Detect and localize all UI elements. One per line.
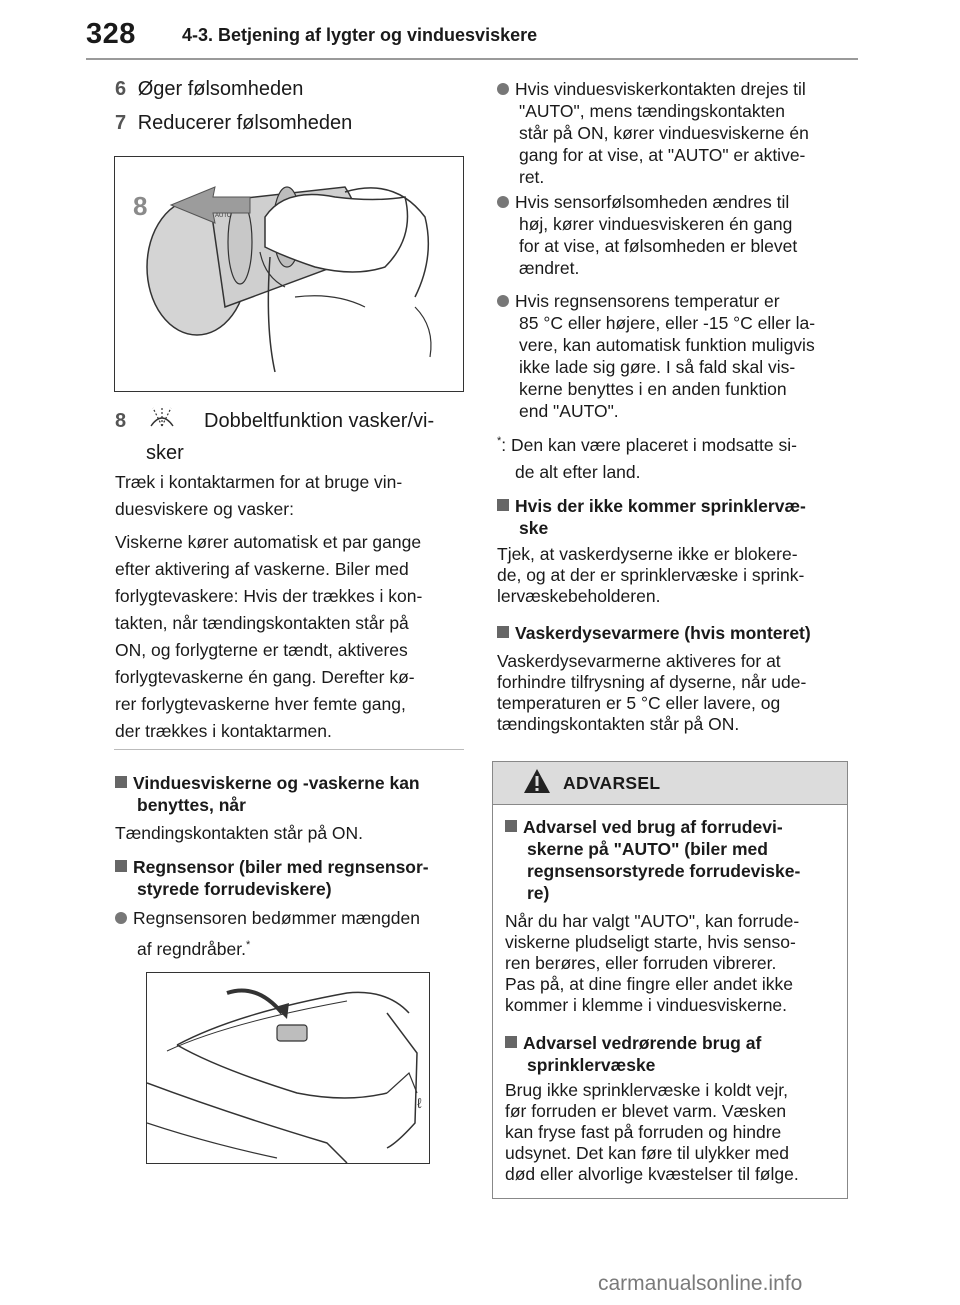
text-line: viskerne pludseligt starte, hvis senso- — [505, 932, 796, 952]
square-bullet-icon — [497, 499, 509, 511]
heading-line: benyttes, når — [137, 795, 246, 815]
paragraph: Tændingskontakten står på ON. — [115, 823, 364, 843]
paragraph — [115, 469, 465, 523]
page-number: 328 — [86, 18, 136, 50]
heading-line: regnsensorstyrede forrudeviske- — [527, 861, 801, 881]
section-heading — [497, 622, 855, 644]
section-title: 4-3. Betjening af lygter og vinduesviskere — [182, 25, 538, 45]
text-line: end "AUTO". — [519, 401, 619, 421]
text-line: Tjek, at vaskerdyserne ikke er blokere- — [497, 544, 798, 564]
text-line: : Den kan være placeret i modsatte si- — [501, 435, 797, 455]
paragraph — [115, 529, 465, 745]
footnote — [497, 428, 855, 486]
warning-title: ADVARSEL — [563, 773, 661, 793]
text-line: Viskerne kører automatisk et par gange — [115, 532, 422, 552]
text-line: Hvis sensorfølsomheden ændres til — [515, 192, 790, 212]
warning-paragraph — [505, 1080, 839, 1185]
warning-header — [493, 762, 847, 805]
text-line: Træk i kontaktarmen for at bruge vin- — [115, 472, 403, 492]
svg-text:AUTO: AUTO — [215, 213, 232, 219]
text-line: ON, og forlygterne er tændt, aktiveres — [115, 640, 408, 660]
section-heading — [497, 495, 877, 539]
square-bullet-icon — [115, 860, 127, 872]
heading-line: Vaskerdysevarmere (hvis monteret) — [515, 623, 811, 643]
text-line: de alt efter land. — [515, 462, 641, 482]
text-line: Hvis vinduesviskerkontakten drejes til — [515, 79, 806, 99]
heading-line: ske — [519, 518, 549, 538]
text-line: ren berøres, eller forruden vibrerer. — [505, 953, 777, 973]
header-divider — [86, 58, 858, 60]
heading-line: skerne på "AUTO" (biler med — [527, 839, 768, 859]
figure-callout: 8 — [133, 191, 148, 221]
footnote-mark: * — [245, 939, 251, 951]
section-heading — [115, 772, 489, 816]
text-line: tændingskontakten står på ON. — [497, 714, 740, 734]
list-item — [497, 191, 877, 279]
wiper-stalk-figure — [114, 156, 464, 392]
text-line: Brug ikke sprinklervæske i koldt vejr, — [505, 1080, 789, 1100]
square-bullet-icon — [115, 776, 127, 788]
text-line: duesviskere og vasker: — [115, 499, 294, 519]
text-line: gang for at vise, at "AUTO" er aktive- — [519, 145, 806, 165]
heading-line: Advarsel ved brug af forrudevi- — [523, 817, 783, 837]
text-line: står på ON, kører vinduesviskerne én — [519, 123, 809, 143]
text-line: de, og at der er sprinklervæske i sprink- — [497, 565, 805, 585]
text-line: før forruden er blevet varm. Væsken — [505, 1101, 787, 1121]
text-line: der trækkes i kontaktarmen. — [115, 721, 332, 741]
text-line: Pas på, at dine fingre eller andet ikke — [505, 974, 793, 994]
section-heading — [115, 856, 489, 900]
text-line: død eller alvorlige kvæstelser til følge. — [505, 1164, 799, 1184]
item-text: Øger følsomheden — [137, 78, 304, 100]
text-line: kerne benyttes i en anden funktion — [519, 379, 787, 399]
text-line: forlygtevaskerne én gang. Derefter kø- — [115, 667, 415, 687]
heading-line: re) — [527, 883, 550, 903]
wiper-stalk-illustration — [115, 157, 463, 391]
car-windshield-illustration — [147, 973, 429, 1163]
round-bullet-icon — [115, 912, 127, 924]
heading-line: Hvis der ikke kommer sprinklervæ- — [515, 496, 806, 516]
square-bullet-icon — [505, 820, 517, 832]
heading-line: Regnsensor (biler med regnsensor- — [133, 857, 429, 877]
text-line: ret. — [519, 167, 545, 187]
text-line: ændret. — [519, 258, 580, 278]
text-line: Regnsensoren bedømmer mængden — [133, 908, 420, 928]
square-bullet-icon — [497, 626, 509, 638]
footnote-mark: * — [497, 435, 502, 447]
warning-heading — [505, 816, 857, 904]
paragraph — [497, 651, 855, 735]
text-line: høj, kører vinduesviskeren én gang — [519, 214, 793, 234]
list-item-8 — [115, 408, 126, 434]
text-line: takten, når tændingskontakten står på — [115, 613, 409, 633]
round-bullet-icon — [497, 196, 509, 208]
warning-box — [492, 761, 848, 1199]
heading-line: styrede forrudeviskere) — [137, 879, 332, 899]
rain-sensor-figure — [146, 972, 430, 1164]
paragraph — [497, 544, 855, 607]
text-line: forlygtevaskere: Hvis der trækkes i kon- — [115, 586, 423, 606]
heading-line: Advarsel vedrørende brug af — [523, 1033, 762, 1053]
text-line: Hvis regnsensorens temperatur er — [515, 291, 780, 311]
list-item-6 — [115, 76, 303, 102]
warning-triangle-icon — [523, 768, 551, 794]
heading-line: Vinduesviskerne og -vaskerne kan — [133, 773, 420, 793]
text-line: af regndråber. — [137, 939, 246, 959]
text-line: 85 °C eller højere, eller -15 °C eller la- — [519, 313, 816, 333]
text-line: udsynet. Det kan føre til ulykker med — [505, 1143, 789, 1163]
item-number: 6 — [115, 78, 127, 100]
item-text: Dobbeltfunktion vasker/vi- — [204, 410, 435, 432]
round-bullet-icon — [497, 295, 509, 307]
list-item — [497, 290, 877, 422]
text-line: temperaturen er 5 °C eller lavere, og — [497, 693, 781, 713]
text-line: for at vise, at følsomheden er blevet — [519, 236, 798, 256]
text-line: forhindre tilfrysning af dyserne, når ude- — [497, 672, 807, 692]
square-bullet-icon — [505, 1036, 517, 1048]
heading-line: sprinklervæske — [527, 1055, 656, 1075]
svg-text:ℓ: ℓ — [417, 1095, 422, 1111]
warning-paragraph — [505, 911, 839, 1016]
list-item-7 — [115, 110, 352, 136]
item-text: Reducerer følsomheden — [137, 112, 353, 134]
text-line: vere, kan automatisk funktion muligvis — [519, 335, 815, 355]
text-line: Vaskerdysevarmerne aktiveres for at — [497, 651, 781, 671]
text-line: efter aktivering af vaskerne. Biler med — [115, 559, 409, 579]
item-number: 8 — [115, 410, 127, 432]
list-item — [115, 905, 489, 963]
text-line: rer forlygtevaskerne hver femte gang, — [115, 694, 406, 714]
text-line: ikke lade sig gøre. I så fald skal vis- — [519, 357, 796, 377]
round-bullet-icon — [497, 83, 509, 95]
text-line: "AUTO", mens tændingskontakten — [519, 101, 785, 121]
warning-heading — [505, 1032, 857, 1076]
text-line: lervæskebeholderen. — [497, 586, 661, 606]
list-item — [497, 78, 877, 188]
section-divider — [114, 749, 464, 750]
washer-icon — [146, 404, 178, 432]
watermark-text[interactable]: carmanualsonline.info — [598, 1272, 803, 1295]
text-line: Når du har valgt "AUTO", kan forrude- — [505, 911, 800, 931]
item-text: sker — [146, 442, 184, 464]
text-line: kommer i klemme i vinduesviskerne. — [505, 995, 788, 1015]
item-number: 7 — [115, 112, 127, 134]
text-line: kan fryse fast på forruden og hindre — [505, 1122, 782, 1142]
